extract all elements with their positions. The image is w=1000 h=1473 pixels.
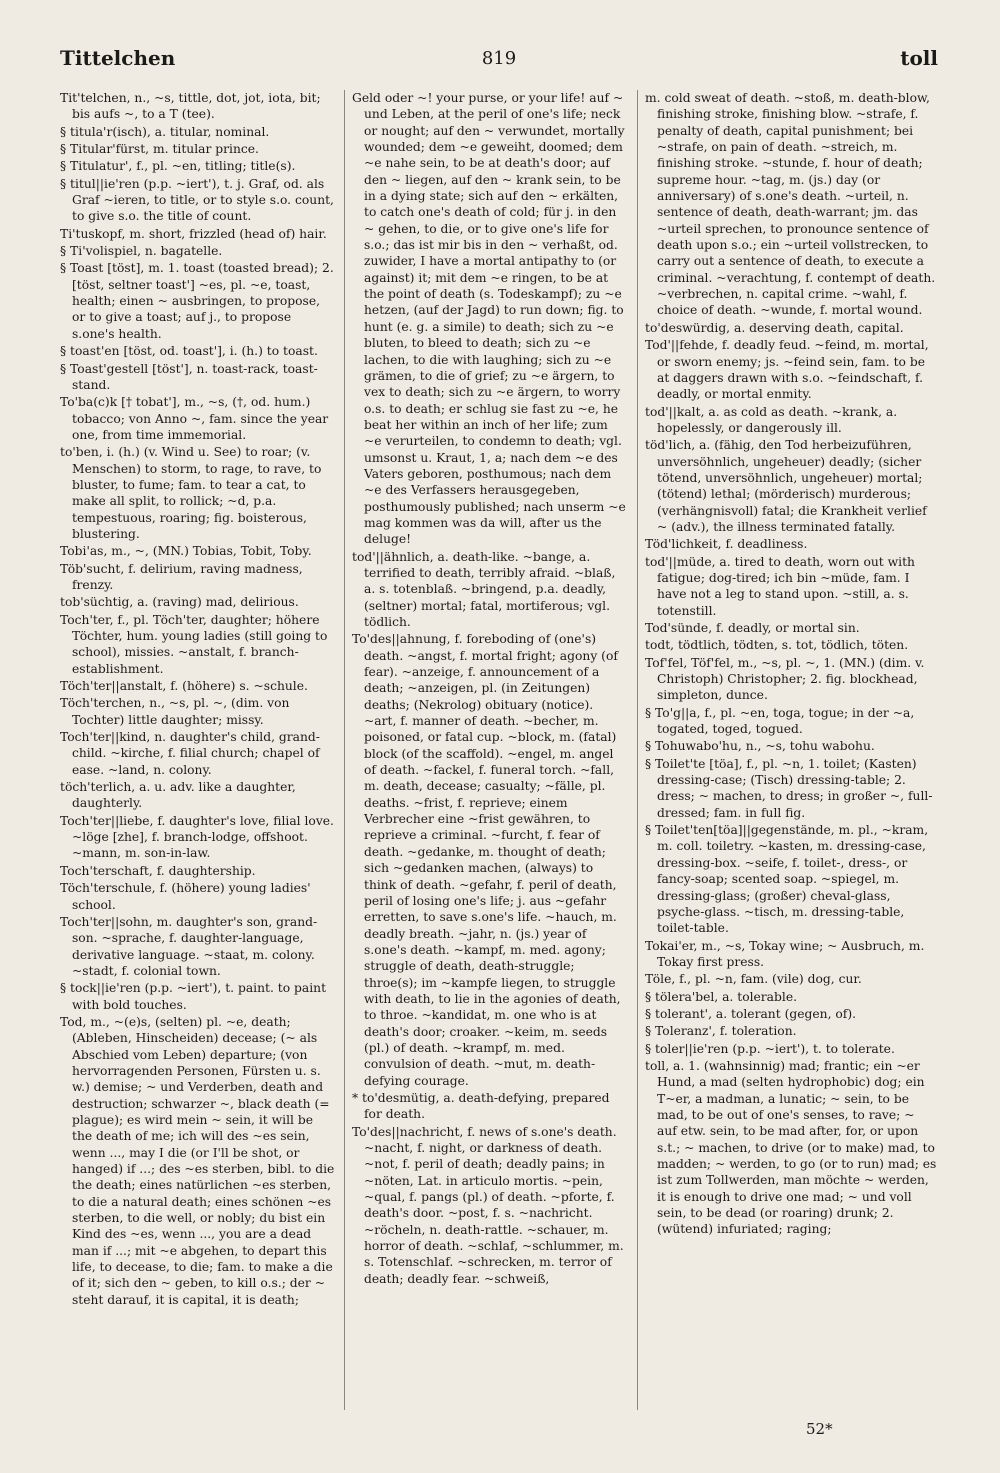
dictionary-column-2 <box>352 90 628 1410</box>
dictionary-entry: m. cold sweat of death. ~stoß, m. death-blow, finishing stroke, finishing blow. ~strafe, f. penalty of death, capital punishment; bei ~strafe, on pain of death. ~streich, m. finishing stroke. ~stunde, f. hour of death; supreme hour. ~tag, m. (js.) day (or anniversary) of s.one's death. ~urteil, n. sentence of death, death-warrant; jm. das ~urteil sprechen, to pronounce sentence of death upon s.o.; ein ~urteil vollstrecken, to carry out a sentence of death, to execute a criminal. ~verachtung, f. contempt of death. ~verbrechen, n. capital crime. ~wahl, f. choice of death. ~wunde, f. mortal wound. <box>645 91 936 318</box>
dictionary-column-1 <box>60 90 336 1410</box>
dictionary-entry: § To'g||a, f., pl. ~en, toga, togue; in der ~a, togated, toged, togued. <box>645 705 915 737</box>
dictionary-entry: Tod, m., ~(e)s, (selten) pl. ~e, death; (Ableben, Hinscheiden) decease; (~ als Abschied vom Leben) departure; (von hervorragenden Personen, Fürsten u. s. w.) demise; ~ und Verderben, death and destruction; schwarzer ~, black death (= plague); es wird mein ~ sein, it will be the death of me; ich will des ~es sein, wenn ..., may I die (or I'll be shot, or hanged) if ...; des ~es sterben, bibl. to die the death; eines natürlichen ~es sterben, to die a natural death; eines schönen ~es sterben, to die well, or nobly; du bist ein Kind des ~es, wenn ..., you are a dead man if ...; mit ~e abgehen, to depart this life, to decease, to die; fam. to make a die of it; sich den ~ geben, to kill o.s.; der ~ steht darauf, it is capital, it is death; <box>60 1014 335 1307</box>
dictionary-entry: Tokai'er, m., ~s, Tokay wine; ~ Ausbruch, m. Tokay first press. <box>645 938 925 969</box>
column-divider <box>637 90 638 1410</box>
dictionary-entry: § toast'en [töst, od. toast'], i. (h.) to toast. <box>60 344 318 359</box>
dictionary-entry: Tod'||fehde, f. deadly feud. ~feind, m. mortal, or sworn enemy; js. ~feind sein, fam. to be at daggers drawn with s.o. ~feindschaft, f. deadly, or mortal enmity. <box>645 338 929 402</box>
dictionary-entry: § Ti'volispiel, n. bagatelle. <box>60 244 223 259</box>
dictionary-entry: tod'||müde, a. tired to death, worn out with fatigue; dog-tired; ich bin ~müde, fam. I have not a leg to stand upon. ~still, a. s. totenstill. <box>645 554 915 618</box>
dictionary-entry: § toler||ie'ren (p.p. ~iert'), t. to tolerate. <box>645 1041 895 1056</box>
dictionary-entry: § tölera'bel, a. tolerable. <box>645 989 798 1004</box>
page-number: 819 <box>481 48 517 69</box>
dictionary-entry: § titula'r(isch), a. titular, nominal. <box>60 124 270 139</box>
dictionary-entry: todt, tödtlich, tödten, s. tot, tödlich, töten. <box>645 638 909 653</box>
dictionary-entry: § titul||ie'ren (p.p. ~iert'), t. j. Graf, od. als Graf ~ieren, to title, or to style s.o. count, to give s.o. the title of count. <box>60 176 334 224</box>
column-divider <box>344 90 345 1410</box>
dictionary-entry: Tod'sünde, f. deadly, or mortal sin. <box>645 621 860 635</box>
dictionary-entry: Tit'telchen, n., ~s, tittle, dot, jot, iota, bit; bis aufs ~, to a T (tee). <box>60 91 321 122</box>
sheet-signature: 52* <box>806 1420 833 1438</box>
dictionary-entry: Töd'lichkeit, f. deadliness. <box>645 537 808 552</box>
dictionary-entry: to'deswürdig, a. deserving death, capital. <box>645 320 904 335</box>
dictionary-entry: Töch'terchen, n., ~s, pl. ~, (dim. von Tochter) little daughter; missy. <box>60 696 290 727</box>
dictionary-entry: Töch'ter||anstalt, f. (höhere) s. ~schule. <box>60 679 308 694</box>
dictionary-entry: To'des||nachricht, f. news of s.one's death. ~nacht, f. night, or darkness of death. ~not, f. peril of death; deadly pains; in ~nöten, Lat. in articulo mortis. ~pein, ~qual, f. pangs (pl.) of death. ~pforte, f. death's door. ~post, f. s. ~nachricht. ~röcheln, n. death-rattle. ~schauer, m. horror of death. ~schlaf, ~schlummer, m. s. Totenschlaf. ~schrecken, m. terror of death; deadly fear. ~schweiß, <box>352 1124 624 1286</box>
running-head-right: toll <box>900 46 938 70</box>
running-head-left: Tittelchen <box>60 46 176 70</box>
dictionary-entry: § Tohuwabo'hu, n., ~s, tohu wabohu. <box>645 739 875 754</box>
dictionary-entry: Tobi'as, m., ~, (MN.) Tobias, Tobit, Toby. <box>60 544 312 559</box>
page-header <box>60 46 938 76</box>
dictionary-entry: Toch'ter||sohn, m. daughter's son, grand-son. ~sprache, f. daughter-language, derivative language. ~staat, m. colony. ~stadt, f. colonial town. <box>60 914 318 978</box>
dictionary-entry: Töb'sucht, f. delirium, raving madness, frenzy. <box>60 561 303 592</box>
dictionary-entry: § Toast'gestell [töst'], n. toast-rack, toast-stand. <box>60 361 318 392</box>
dictionary-entry: Geld oder ~! your purse, or your life! auf ~ und Leben, at the peril of one's life; neck or nought; auf den ~ verwundet, mortally wounded; dem ~e geweiht, doomed; dem ~e nahe sein, to be at death's door; auf den ~ liegen, auf den ~ krank sein, to be in a dying state; sich auf den ~ erkälten, to catch one's death of cold; für j. in den ~ gehen, to die, or to give one's life for s.o.; das ist mir bis in den ~ verhaßt, od. zuwider, I have a mortal antipathy to (or against) it; mit dem ~e ringen, to be at the point of death (s. Todeskampf); zu ~e hetzen, (auf der Jagd) to run down; fig. to hunt (e. g. a simile) to death; sich zu ~e bluten, to bleed to death; sich zu ~e lachen, to die with laughing; sich zu ~e grämen, to die of grief; zu ~e ärgern, to vex to death; sich zu ~e ärgern, to worry o.s. to death; er schlug sie fast zu ~e, he beat her within an inch of her life; zum ~e verurteilen, to condemn to death; vgl. umsonst u. Kraut, 1, a; nach dem ~e des Vaters geboren, posthumous; nach dem ~e des Verfassers herausgegeben, posthumously published; nach unserm ~e mag kommen was da will, after us the deluge! <box>352 91 626 547</box>
dictionary-entry: Toch'terschaft, f. daughtership. <box>60 863 256 878</box>
dictionary-entry: Toch'ter||liebe, f. daughter's love, filial love. ~löge [zhe], f. branch-lodge, offshoot. ~mann, m. son-in-law. <box>60 813 334 861</box>
dictionary-entry: töd'lich, a. (fähig, den Tod herbeizuführen, unversöhnlich, ungeheuer) deadly; (sicher tötend, unversöhnlich, ungeheuer) mortal; (tötend) lethal; (mörderisch) murderous; (verhängnisvoll) fatal; die Krankheit verlief ~ (adv.), the illness terminated fatally. <box>645 438 927 534</box>
dictionary-entry: § Titulatur', f., pl. ~en, titling; title(s). <box>60 159 296 174</box>
dictionary-entry: tod'||kalt, a. as cold as death. ~krank, a. hopelessly, or dangerously ill. <box>645 404 898 435</box>
dictionary-entry: Toch'ter||kind, n. daughter's child, grand-child. ~kirche, f. filial church; chapel of ease. ~land, n. colony. <box>60 730 320 777</box>
dictionary-entry: To'des||ahnung, f. foreboding of (one's) death. ~angst, f. mortal fright; agony (of fear). ~anzeige, f. announcement of a death; ~anzeigen, pl. (in Zeitungen) deaths; (Nekrolog) obituary (notice). ~art, f. manner of death. ~becher, m. poisoned, or fatal cup. ~block, m. (fatal) block (of the scaffold). ~engel, m. angel of death. ~fackel, f. funeral torch. ~fall, m. death, decease; casualty; ~fälle, pl. deaths. ~frist, f. reprieve; einem Verbrecher eine ~frist gewähren, to reprieve a criminal. ~furcht, f. fear of death. ~gedanke, m. thought of death; sich ~gedanken machen, (always) to think of death. ~gefahr, f. peril of death, peril of losing one's life; j. aus ~gefahr erretten, to save s.one's life. ~hauch, m. deadly breath. ~jahr, n. (js.) year of s.one's death. ~kampf, m. med. agony; struggle of death, death-struggle; throe(s); im ~kampfe liegen, to struggle with death, to lie in the agonies of death, to throe. ~kandidat, m. one who is at death's door; croaker. ~keim, m. seeds (pl.) of death. ~krampf, m. med. convulsion of death. ~mut, m. death-defying courage. <box>352 632 621 1088</box>
dictionary-entry: § Toilet'ten[töa]||gegenstände, m. pl., ~kram, m. coll. toiletry. ~kasten, m. dressing-case, dressing-box. ~seife, f. toilet-, dress-, or fancy-soap; scented soap. ~spiegel, m. dressing-glass; (großer) cheval-glass, psyche-glass. ~tisch, m. dressing-table, toilet-table. <box>645 823 929 936</box>
dictionary-entry: * to'desmütig, a. death-defying, prepared for death. <box>352 1090 610 1122</box>
dictionary-entry: Töle, f., pl. ~n, fam. (vile) dog, cur. <box>645 972 862 987</box>
dictionary-entry: Toch'ter, f., pl. Töch'ter, daughter; höhere Töchter, hum. young ladies (still going to school), missies. ~anstalt, f. branch-establishment. <box>60 612 328 676</box>
dictionary-entry: § tolerant', a. tolerant (gegen, of). <box>645 1006 857 1021</box>
dictionary-entry: § Titular'fürst, m. titular prince. <box>60 142 259 157</box>
dictionary-entry: § Toleranz', f. toleration. <box>645 1024 797 1039</box>
dictionary-entry: Tof'fel, Töf'fel, m., ~s, pl. ~, 1. (MN.) (dim. v. Christoph) Christopher; 2. fig. blockhead, simpleton, dunce. <box>645 655 925 703</box>
dictionary-entry: § Toilet'te [töa], f., pl. ~n, 1. toilet; (Kasten) dressing-case; (Tisch) dressing-table; 2. dress; ~ machen, to dress; in großer ~, full-dressed; fam. in full fig. <box>645 756 933 820</box>
dictionary-entry: Ti'tuskopf, m. short, frizzled (head of) hair. <box>60 226 327 241</box>
dictionary-entry: toll, a. 1. (wahnsinnig) mad; frantic; ein ~er Hund, a mad (selten hydrophobic) dog; ein T~er, a madman, a lunatic; ~ sein, to be mad, to be out of one's senses, to rave; ~ auf etw. sein, to be mad after, for, or upon s.t.; ~ machen, to drive (or to make) mad, to madden; ~ werden, to go (or to run) mad; es ist zum Tollwerden, man möchte ~ werden, it is enough to drive one mad; ~ und voll sein, to be dead (or roaring) drunk; 2. (wütend) infuriated; raging; <box>645 1058 937 1237</box>
dictionary-entry: töch'terlich, a. u. adv. like a daughter, daughterly. <box>60 780 296 811</box>
dictionary-entry: to'ben, i. (h.) (v. Wind u. See) to roar; (v. Menschen) to storm, to rage, to rave, to bluster, to fume; fam. to tear a cat, to make all split, to rollick; ~d, p.a. tempestuous, roaring; fig. boisterous, blustering. <box>60 445 322 541</box>
dictionary-column-3 <box>645 90 938 1410</box>
dictionary-entry: tod'||ähnlich, a. death-like. ~bange, a. terrified to death, terribly afraid. ~blaß, a. s. totenblaß. ~bringend, p.a. deadly, (seltner) mortal; fatal, mortiferous; vgl. tödlich. <box>352 549 616 629</box>
dictionary-entry: § tock||ie'ren (p.p. ~iert'), t. paint. to paint with bold touches. <box>60 981 327 1012</box>
dictionary-entry: To'ba(c)k [† tobat'], m., ~s, (†, od. hum.) tobacco; von Anno ~, fam. since the year one, from time immemorial. <box>60 395 329 442</box>
dictionary-entry: Töch'terschule, f. (höhere) young ladies' school. <box>60 881 311 912</box>
dictionary-entry: § Toast [töst], m. 1. toast (toasted bread); 2. [töst, seltner toast'] ~es, pl. ~e, toast, health; einen ~ ausbringen, to propose, or to give a toast; auf j., to propose s.one's health. <box>60 261 334 341</box>
dictionary-entry: tob'süchtig, a. (raving) mad, delirious. <box>60 595 299 610</box>
